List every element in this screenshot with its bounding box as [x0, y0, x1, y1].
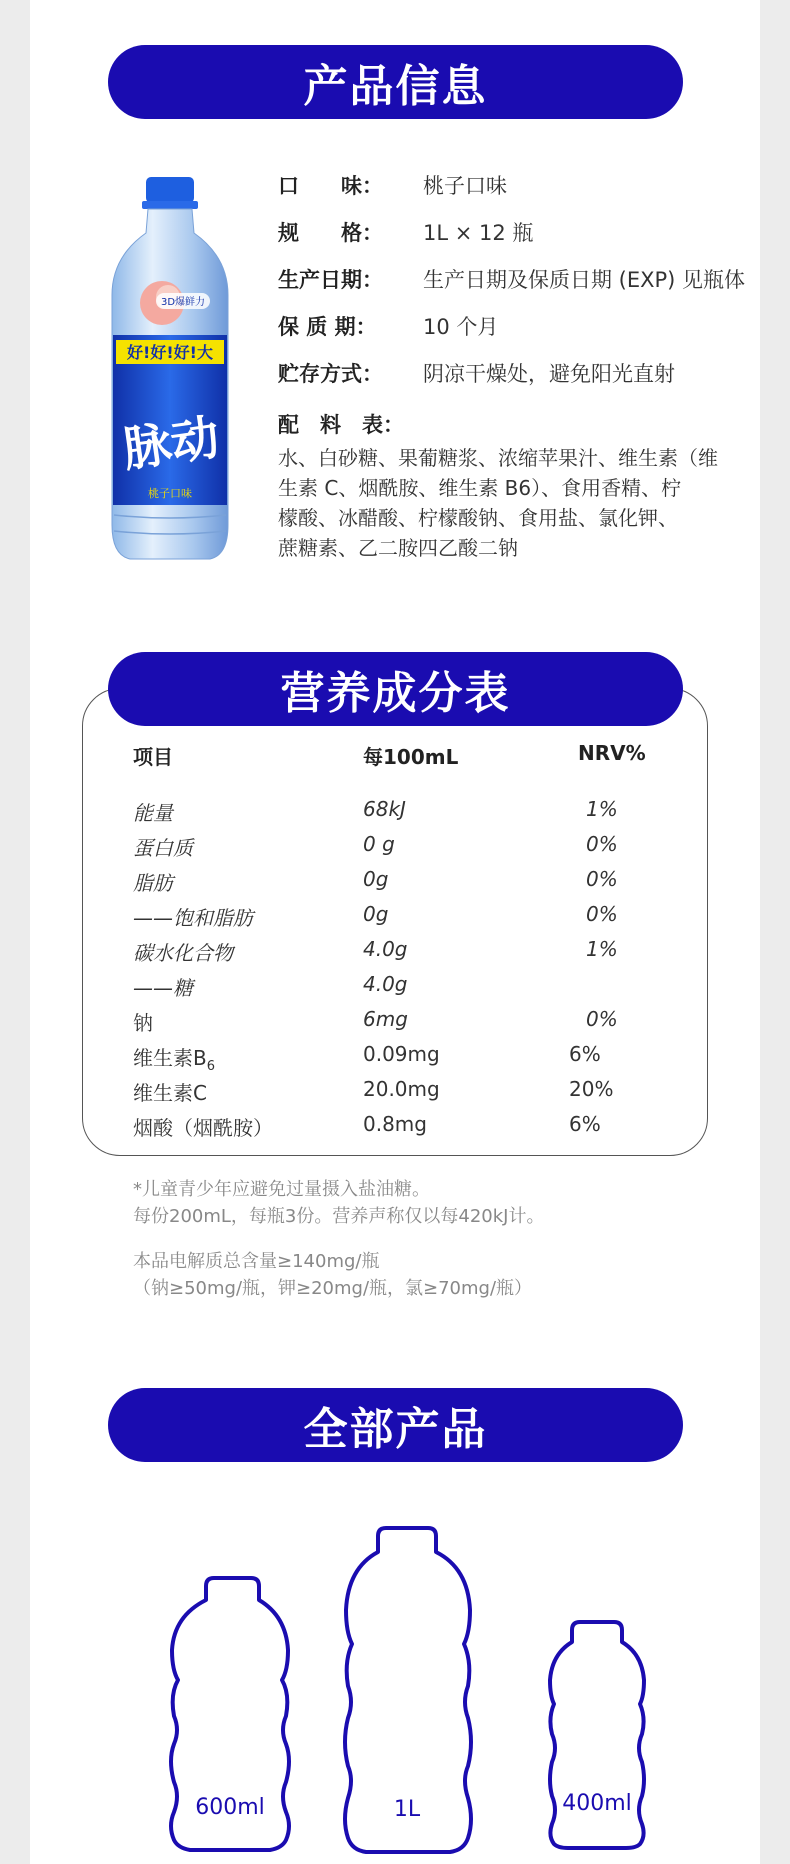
- row-amount: 6mg: [363, 1007, 408, 1031]
- row-nrv: 0%: [586, 902, 618, 926]
- row-nrv: 0%: [586, 867, 618, 891]
- row-nrv: 6%: [569, 1042, 601, 1066]
- row-item: 蛋白质: [133, 836, 193, 860]
- info-label: 保 质 期：: [278, 315, 377, 339]
- table-row: [83, 1007, 707, 1037]
- size-label-1l: 1L: [393, 1797, 421, 1822]
- ingredients-label: 配 料 表：: [278, 413, 404, 437]
- size-label-400ml: 400ml: [562, 1791, 632, 1816]
- table-row: [83, 1112, 707, 1142]
- product-info-list: [278, 170, 758, 563]
- row-nrv: 1%: [586, 937, 618, 961]
- note-line: *儿童青少年应避免过量摄入盐油糖。: [133, 1179, 430, 1200]
- info-value: 桃子口味: [423, 174, 507, 198]
- row-amount: 4.0g: [363, 972, 408, 996]
- row-item: 维生素C: [133, 1081, 207, 1105]
- nutrition-header-row: [83, 741, 707, 771]
- product-sizes-illustration: [30, 1520, 760, 1860]
- table-row: [83, 832, 707, 862]
- info-label: 口 味：: [278, 174, 383, 198]
- row-item: 钠: [133, 1011, 153, 1035]
- note-line: 每份200mL，每瓶3份。营养声称仅以每420kJ计。: [133, 1206, 545, 1227]
- row-amount: 20.0mg: [363, 1077, 440, 1101]
- nutrition-table: [82, 688, 708, 1156]
- note-line: 本品电解质总含量≥140mg/瓶: [133, 1251, 380, 1272]
- row-nrv: 0%: [586, 1007, 618, 1031]
- table-row: [83, 937, 707, 967]
- row-amount: 0g: [363, 902, 389, 926]
- notes-block-1: [133, 1176, 544, 1230]
- row-item-subscript: 6: [206, 1059, 216, 1074]
- row-amount: 0.8mg: [363, 1112, 427, 1136]
- info-value: 1L × 12 瓶: [423, 221, 534, 245]
- section-title-nutrition: 营养成分表: [108, 652, 683, 726]
- table-row: [83, 1077, 707, 1107]
- bottle-badge-text: 3D爆鲜力: [160, 297, 206, 308]
- ingredients-line: 檬酸、冰醋酸、柠檬酸钠、食用盐、氯化钾、: [278, 506, 678, 530]
- info-value: 生产日期及保质日期 (EXP) 见瓶体: [423, 268, 746, 292]
- info-row-flavor: [278, 170, 758, 217]
- row-amount: 68kJ: [363, 797, 406, 821]
- header-item: 项目: [133, 745, 173, 769]
- info-label: 生产日期：: [278, 268, 383, 292]
- bottle-tag-text: 好!好!好!大: [127, 343, 213, 362]
- info-row-storage: [278, 358, 758, 405]
- table-row: [83, 1042, 707, 1072]
- info-label: 规 格：: [278, 221, 383, 245]
- row-item: 能量: [133, 801, 173, 825]
- header-amount: 每100mL: [363, 745, 459, 769]
- row-nrv: 1%: [586, 797, 618, 821]
- table-row: [83, 797, 707, 827]
- note-line: （钠≥50mg/瓶，钾≥20mg/瓶，氯≥70mg/瓶）: [133, 1278, 533, 1299]
- table-row: [83, 972, 707, 1002]
- info-row-production-date: [278, 264, 758, 311]
- section-title-product-info: 产品信息: [108, 45, 683, 119]
- size-label-600ml: 600ml: [195, 1795, 265, 1820]
- ingredients-text: [278, 443, 738, 563]
- row-nrv: 0%: [586, 832, 618, 856]
- page: [30, 0, 760, 1864]
- bottle-brand-text: 脉动: [119, 409, 223, 479]
- info-label: 贮存方式：: [278, 362, 383, 386]
- row-nrv: 6%: [569, 1112, 601, 1136]
- table-row: [83, 867, 707, 897]
- row-amount: 0.09mg: [363, 1042, 440, 1066]
- info-row-shelf-life: [278, 311, 758, 358]
- product-bottle-image: [100, 175, 240, 565]
- info-value: 10 个月: [423, 315, 499, 339]
- row-nrv: 20%: [569, 1077, 614, 1101]
- row-amount: 4.0g: [363, 937, 408, 961]
- section-title-all-products: 全部产品: [108, 1388, 683, 1462]
- ingredients-line: 水、白砂糖、果葡糖浆、浓缩苹果汁、维生素（维: [278, 446, 718, 470]
- row-item: 烟酸（烟酰胺）: [133, 1116, 273, 1140]
- row-item: [133, 1042, 215, 1074]
- row-amount: 0g: [363, 867, 389, 891]
- row-item: ——糖: [133, 976, 193, 1000]
- info-value: 阴凉干燥处，避免阳光直射: [423, 362, 675, 386]
- table-row: [83, 902, 707, 932]
- bottle-flavor-text: 桃子口味: [148, 487, 192, 500]
- info-row-spec: [278, 217, 758, 264]
- row-item-text: 维生素B: [133, 1046, 207, 1070]
- row-item: 碳水化合物: [133, 941, 233, 965]
- header-nrv: NRV%: [578, 741, 646, 765]
- row-item: ——饱和脂肪: [133, 906, 253, 930]
- notes-block-2: [133, 1248, 532, 1302]
- ingredients-line: 蔗糖素、乙二胺四乙酸二钠: [278, 536, 518, 560]
- row-amount: 0 g: [363, 832, 395, 856]
- row-item: 脂肪: [133, 871, 173, 895]
- ingredients-line: 生素 C、烟酰胺、维生素 B6）、食用香精、柠: [278, 476, 682, 500]
